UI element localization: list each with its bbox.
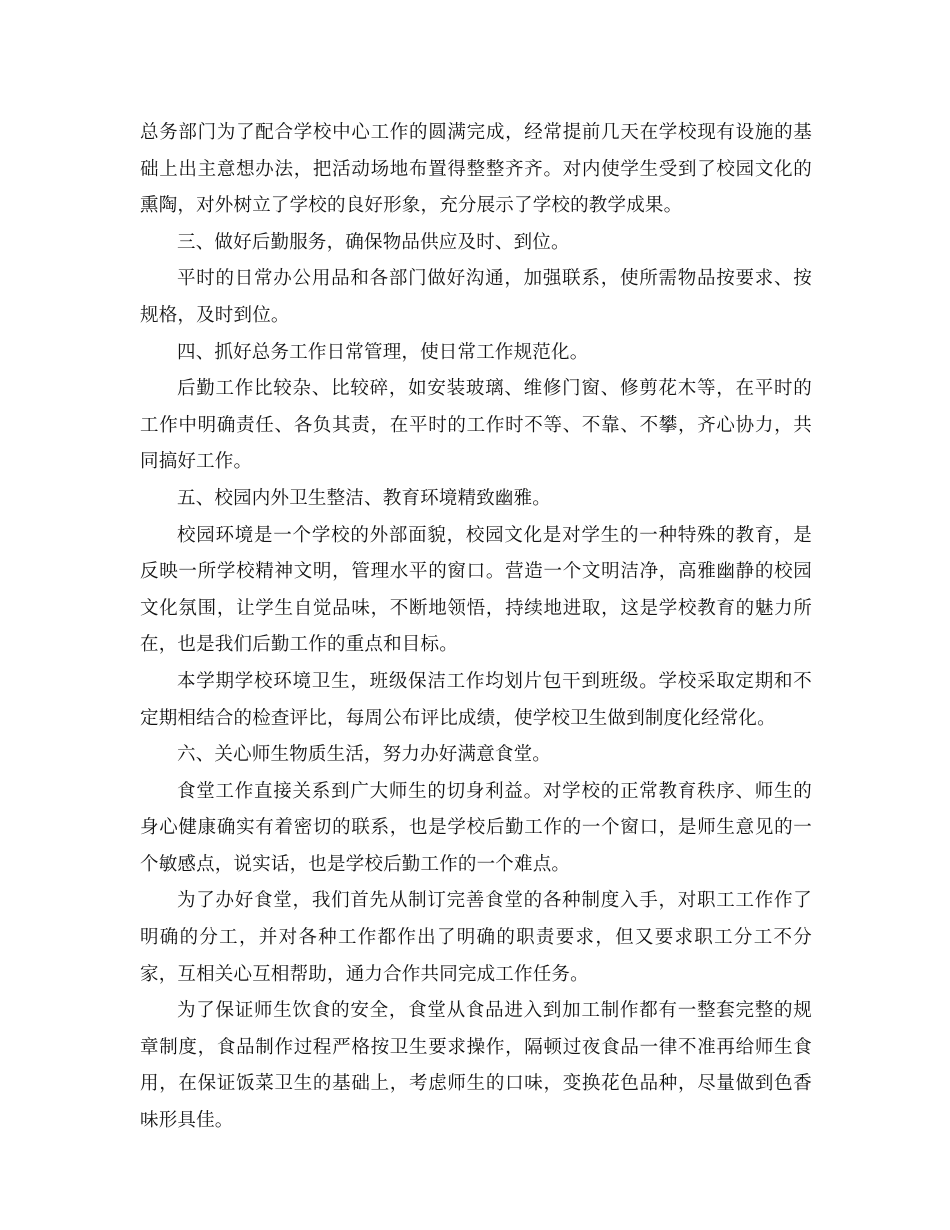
paragraph-8: 本学期学校环境卫生，班级保洁工作均划片包干到班级。学校采取定期和不定期相结合的检查评比，每周公布评比成绩，使学校卫生做到制度化经常化。 — [140, 670, 812, 729]
paragraph-1: 总务部门为了配合学校中心工作的圆满完成，经常提前几天在学校现有设施的基础上出主意想办法，把活动场地布置得整整齐齐。对内使学生受到了校园文化的熏陶，对外树立了学校的良好形象，充分展示了学校的教学成果。 — [140, 122, 812, 217]
paragraph-10: 食堂工作直接关系到广大师生的切身利益。对学校的正常教育秩序、师生的身心健康确实有着密切的联系，也是学校后勤工作的一个窗口，是师生意见的一个敏感点，说实话，也是学校后勤工作的一个难点。 — [140, 780, 812, 875]
paragraph-11: 为了办好食堂，我们首先从制订完善食堂的各种制度入手，对职工工作作了明确的分工，并对各种工作都作出了明确的职责要求，但又要求职工分工不分家，互相关心互相帮助，通力合作共同完成工作任务。 — [140, 890, 812, 985]
paragraph-7: 校园环境是一个学校的外部面貌，校园文化是对学生的一种特殊的教育，是反映一所学校精神文明，管理水平的窗口。营造一个文明洁净，高雅幽静的校园文化氛围，让学生自觉品味，不断地领悟，持续地进取，这是学校教育的魅力所在，也是我们后勤工作的重点和目标。 — [140, 524, 812, 656]
paragraph-3: 平时的日常办公用品和各部门做好沟通，加强联系，使所需物品按要求、按规格，及时到位。 — [140, 268, 812, 326]
paragraph-5: 后勤工作比较杂、比较碎，如安装玻璃、维修门窗、修剪花木等，在平时的工作中明确责任、各负其责，在平时的工作时不等、不靠、不攀，齐心协力，共同搞好工作。 — [140, 378, 812, 473]
paragraph-12: 为了保证师生饮食的安全，食堂从食品进入到加工制作都有一整套完整的规章制度，食品制作过程严格按卫生要求操作，隔顿过夜食品一律不准再给师生食用，在保证饭菜卫生的基础上，考虑师生的口味，变换花色品种，尽量做到色香味形具佳。 — [140, 1000, 812, 1132]
section-heading-4: 四、抓好总务工作日常管理，使日常工作规范化。 — [177, 341, 589, 363]
section-heading-5: 五、校园内外卫生整洁、教育环境精致幽雅。 — [177, 487, 552, 509]
section-heading-3: 三、做好后勤服务，确保物品供应及时、到位。 — [177, 231, 570, 253]
document-page — [140, 115, 812, 1140]
section-heading-6: 六、关心师生物质生活，努力办好满意食堂。 — [177, 744, 552, 766]
